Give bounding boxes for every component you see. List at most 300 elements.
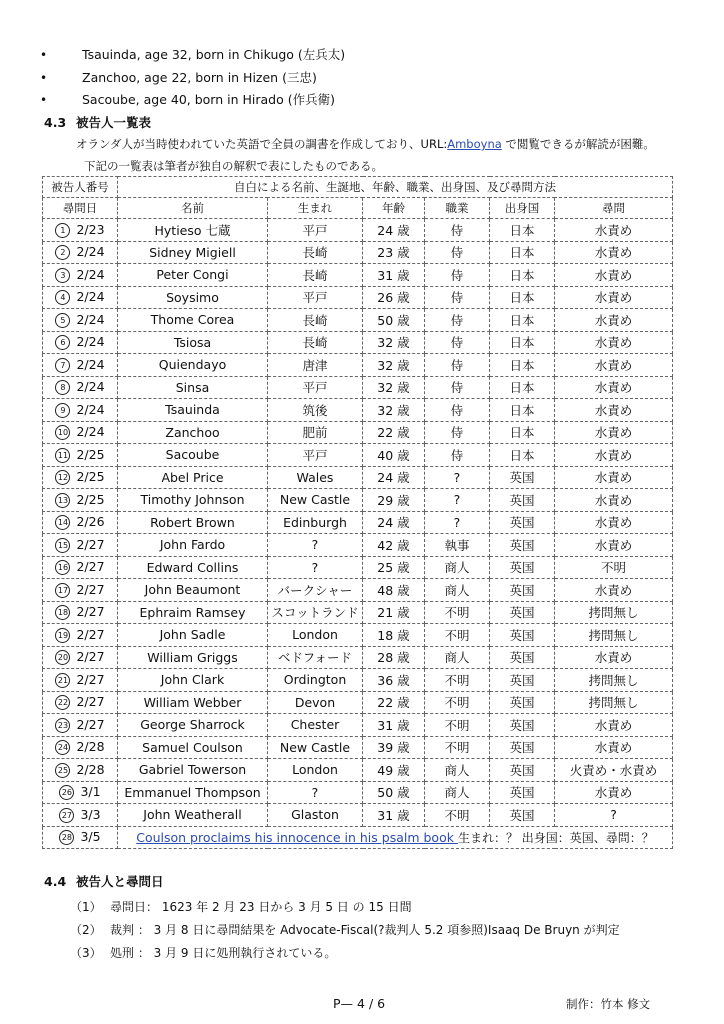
row-number-date — [43, 376, 118, 399]
row-country: 英国 — [490, 759, 555, 782]
row-method: 水責め — [555, 714, 673, 737]
row-name: John Fardo — [118, 534, 268, 557]
table-row — [43, 354, 673, 377]
row-job: 執事 — [425, 534, 490, 557]
table-row — [43, 376, 673, 399]
bullet-text: Sacoube, age 40, born in Hirado (作兵衛) — [82, 92, 335, 107]
row-job: 不明 — [425, 624, 490, 647]
row-date: 2/23 — [76, 221, 105, 237]
row-date: 2/24 — [76, 311, 105, 327]
row-name: John Beaumont — [118, 579, 268, 602]
row-name: John Clark — [118, 669, 268, 692]
row-country: 英国 — [490, 714, 555, 737]
header-date: 尋問日 — [43, 198, 118, 219]
row-born: London — [268, 759, 363, 782]
row-number: 25 — [55, 763, 70, 778]
row-number-date — [43, 511, 118, 534]
table-row — [43, 399, 673, 422]
section-title: 被告人一覧表 — [76, 115, 152, 130]
row-number: 20 — [55, 650, 70, 665]
row-born: 長崎 — [268, 331, 363, 354]
header-born: 生まれ — [268, 198, 363, 219]
intro-paragraph-2: 下記の一覧表は筆者が独自の解釈で表にしたものである。 — [84, 159, 383, 173]
row-job: 侍 — [425, 376, 490, 399]
row-method: 不明 — [555, 556, 673, 579]
row-born: New Castle — [268, 736, 363, 759]
row-country: 日本 — [490, 399, 555, 422]
row-method: 水責め — [555, 264, 673, 287]
row-method: 水責め — [555, 331, 673, 354]
row-number: 12 — [55, 470, 70, 485]
header-method: 尋問 — [555, 198, 673, 219]
row-born: 平戸 — [268, 219, 363, 242]
row-number: 4 — [55, 290, 70, 305]
row-age: 49 歳 — [363, 759, 425, 782]
row-name: Tsiosa — [118, 331, 268, 354]
row-country: 日本 — [490, 241, 555, 264]
row-number-date — [43, 264, 118, 287]
row-number: 27 — [59, 808, 74, 823]
row-job: ? — [425, 489, 490, 512]
row-number: 6 — [55, 335, 70, 350]
row-date: 2/27 — [76, 536, 105, 552]
row-born: ? — [268, 534, 363, 557]
row-country: 日本 — [490, 331, 555, 354]
row-method: 火責め・水責め — [555, 759, 673, 782]
row-country: 英国 — [490, 489, 555, 512]
row-number-date — [43, 579, 118, 602]
row-age: 31 歳 — [363, 804, 425, 827]
row-country: 日本 — [490, 376, 555, 399]
row-number: 9 — [55, 403, 70, 418]
table-header-row — [43, 177, 673, 198]
row-country: 日本 — [490, 444, 555, 467]
row-age: 42 歳 — [363, 534, 425, 557]
row-method: 水責め — [555, 534, 673, 557]
row-country: 日本 — [490, 421, 555, 444]
row-method: 水責め — [555, 354, 673, 377]
section-number: 4.3 — [44, 115, 67, 130]
row-job: 侍 — [425, 219, 490, 242]
row-name: Robert Brown — [118, 511, 268, 534]
table-row — [43, 714, 673, 737]
row-age: 40 歳 — [363, 444, 425, 467]
para-text-after: で閲覧できるが解読が困難。 — [501, 137, 655, 151]
row-date: 2/28 — [76, 761, 105, 777]
row-number: 14 — [55, 515, 70, 530]
row-born: 肥前 — [268, 421, 363, 444]
row-number: 17 — [55, 583, 70, 598]
table-row — [43, 421, 673, 444]
row-born: 平戸 — [268, 286, 363, 309]
row-number: 7 — [55, 358, 70, 373]
row-number-date — [43, 219, 118, 242]
table-row — [43, 646, 673, 669]
row-method: 水責め — [555, 781, 673, 804]
row-name: Emmanuel Thompson — [118, 781, 268, 804]
section-title: 被告人と尋問日 — [76, 874, 164, 889]
page-number: P— 4 / 6 — [333, 996, 386, 1011]
row-job: 不明 — [425, 804, 490, 827]
row-date: 3/5 — [80, 829, 101, 845]
table-subheader-row — [43, 198, 673, 219]
row-job: 商人 — [425, 646, 490, 669]
row-date: 2/24 — [76, 356, 105, 372]
row-job: 不明 — [425, 691, 490, 714]
row-number-date — [43, 691, 118, 714]
row-method: 水責め — [555, 466, 673, 489]
row-job: 侍 — [425, 286, 490, 309]
row-country: 英国 — [490, 781, 555, 804]
defendants-table — [42, 176, 673, 849]
list-item — [70, 921, 620, 938]
section-number: 4.4 — [44, 874, 67, 889]
row-method: 水責め — [555, 489, 673, 512]
row-date: 2/25 — [76, 491, 105, 507]
row-number: 23 — [55, 718, 70, 733]
row-name: Zanchoo — [118, 421, 268, 444]
table-row — [43, 759, 673, 782]
row-born: 平戸 — [268, 444, 363, 467]
row-number: 10 — [55, 425, 70, 440]
table-row-last — [43, 826, 673, 849]
row-date: 3/3 — [80, 806, 101, 822]
item-text: 裁判 ： 3 月 8 日に尋問結果を Advocate-Fiscal(?裁判人 5.2 項参照)Isaaq De Bruyn が判定 — [110, 923, 620, 937]
row-name: Gabriel Towerson — [118, 759, 268, 782]
row-age: 39 歳 — [363, 736, 425, 759]
row-age: 32 歳 — [363, 399, 425, 422]
row-born: New Castle — [268, 489, 363, 512]
row-country: 英国 — [490, 646, 555, 669]
row-born: Glaston — [268, 804, 363, 827]
row-method: 水責め — [555, 219, 673, 242]
row-number: 19 — [55, 628, 70, 643]
row-date: 2/24 — [76, 334, 105, 350]
row-number: 13 — [55, 493, 70, 508]
row-number-date — [43, 489, 118, 512]
header-name: 名前 — [118, 198, 268, 219]
row-name: Sacoube — [118, 444, 268, 467]
row-name: Sinsa — [118, 376, 268, 399]
row-date: 2/24 — [76, 424, 105, 440]
row-date: 2/27 — [76, 671, 105, 687]
table-row — [43, 804, 673, 827]
row-born: ? — [268, 556, 363, 579]
row-born: 長崎 — [268, 309, 363, 332]
row-number: 8 — [55, 380, 70, 395]
row-date: 2/25 — [76, 446, 105, 462]
row-born: スコットランド — [268, 601, 363, 624]
row-born: Edinburgh — [268, 511, 363, 534]
row-number-date — [43, 646, 118, 669]
row-number-date — [43, 309, 118, 332]
row-date: 2/24 — [76, 289, 105, 305]
row-country: 英国 — [490, 534, 555, 557]
table-row — [43, 241, 673, 264]
row-number-date — [43, 601, 118, 624]
table-row — [43, 331, 673, 354]
bullet-item — [40, 67, 345, 90]
row-date: 2/24 — [76, 379, 105, 395]
row-number-date — [43, 826, 118, 849]
section-heading-4-3 — [44, 113, 151, 131]
list-item — [70, 898, 412, 915]
table-row — [43, 466, 673, 489]
row-number: 15 — [55, 538, 70, 553]
row-method: 水責め — [555, 309, 673, 332]
row-number-date — [43, 804, 118, 827]
item-text: 処刑 ： 3 月 9 日に処刑執行されている。 — [110, 946, 337, 960]
row-country: 日本 — [490, 264, 555, 287]
row-name: Tsauinda — [118, 399, 268, 422]
table-row — [43, 489, 673, 512]
row-method: 水責め — [555, 376, 673, 399]
row-born: 唐津 — [268, 354, 363, 377]
table-row — [43, 624, 673, 647]
row-date: 2/27 — [76, 604, 105, 620]
row-age: 24 歳 — [363, 219, 425, 242]
table-row — [43, 691, 673, 714]
row-method: 拷問無し — [555, 601, 673, 624]
bullet-dot: • — [40, 48, 48, 62]
row-country: 英国 — [490, 804, 555, 827]
psalm-book-link[interactable]: Coulson proclaims his innocence in his psalm book — [136, 829, 458, 845]
row-date: 2/27 — [76, 716, 105, 732]
row-age: 24 歳 — [363, 466, 425, 489]
row-age: 50 歳 — [363, 781, 425, 804]
row-date: 2/26 — [76, 514, 105, 530]
row-country: 日本 — [490, 309, 555, 332]
row-age: 28 歳 — [363, 646, 425, 669]
row-number-date — [43, 714, 118, 737]
bullet-text: Tsauinda, age 32, born in Chikugo (左兵太) — [82, 47, 346, 62]
row-date: 3/1 — [80, 784, 101, 800]
row-name: Hytieso 七蔵 — [118, 219, 268, 242]
row-number: 3 — [55, 268, 70, 283]
row-method: 水責め — [555, 511, 673, 534]
table-row — [43, 309, 673, 332]
row-job: 侍 — [425, 309, 490, 332]
row-job: 不明 — [425, 601, 490, 624]
table-row — [43, 579, 673, 602]
row-born: London — [268, 624, 363, 647]
row-job: 侍 — [425, 331, 490, 354]
row-job: 不明 — [425, 714, 490, 737]
row-number-date — [43, 556, 118, 579]
header-confession-summary: 自白による名前、生誕地、年齢、職業、出身国、及び尋問方法 — [118, 177, 673, 198]
row-name: Soysimo — [118, 286, 268, 309]
row-country: 英国 — [490, 579, 555, 602]
row-name: George Sharrock — [118, 714, 268, 737]
row-age: 32 歳 — [363, 376, 425, 399]
row-number-date — [43, 331, 118, 354]
row-age: 48 歳 — [363, 579, 425, 602]
row-number: 16 — [55, 560, 70, 575]
row-number-date — [43, 759, 118, 782]
row-name: Sidney Migiell — [118, 241, 268, 264]
row-country: 英国 — [490, 624, 555, 647]
row-method: 水責め — [555, 579, 673, 602]
row-name: Thome Corea — [118, 309, 268, 332]
row-age: 24 歳 — [363, 511, 425, 534]
row-born: 長崎 — [268, 264, 363, 287]
row-age: 23 歳 — [363, 241, 425, 264]
row-name: Ephraim Ramsey — [118, 601, 268, 624]
table-row — [43, 264, 673, 287]
row-country: 英国 — [490, 556, 555, 579]
row-job: 不明 — [425, 736, 490, 759]
row-method: 拷問無し — [555, 691, 673, 714]
table-row — [43, 601, 673, 624]
row-date: 2/27 — [76, 581, 105, 597]
row-job: 不明 — [425, 669, 490, 692]
row-age: 26 歳 — [363, 286, 425, 309]
header-job: 職業 — [425, 198, 490, 219]
row-date: 2/28 — [76, 739, 105, 755]
row-number: 21 — [55, 673, 70, 688]
row-country: 英国 — [490, 466, 555, 489]
row-name: Timothy Johnson — [118, 489, 268, 512]
row-number-date — [43, 534, 118, 557]
table-row — [43, 736, 673, 759]
bullet-dot: • — [40, 93, 48, 107]
row-number: 1 — [55, 223, 70, 238]
intro-paragraph-1 — [76, 136, 655, 152]
bullet-dot: • — [40, 70, 48, 85]
row-method: 水責め — [555, 286, 673, 309]
row-job: 商人 — [425, 556, 490, 579]
row-name: John Weatherall — [118, 804, 268, 827]
row-name: John Sadle — [118, 624, 268, 647]
row-date: 2/24 — [76, 244, 105, 260]
row-country: 英国 — [490, 511, 555, 534]
row-country: 日本 — [490, 354, 555, 377]
row-age: 31 歳 — [363, 264, 425, 287]
row-number: 11 — [55, 448, 70, 463]
row-number: 2 — [55, 245, 70, 260]
row-job: 侍 — [425, 354, 490, 377]
bullet-item — [40, 44, 345, 67]
row-name: Edward Collins — [118, 556, 268, 579]
row-born: 平戸 — [268, 376, 363, 399]
table-row — [43, 534, 673, 557]
row-number: 24 — [55, 740, 70, 755]
row-method: 水責め — [555, 444, 673, 467]
row-date: 2/27 — [76, 626, 105, 642]
row-date: 2/27 — [76, 649, 105, 665]
table-row — [43, 219, 673, 242]
table-row — [43, 511, 673, 534]
row-born: Ordington — [268, 669, 363, 692]
row-name: Peter Congi — [118, 264, 268, 287]
row-note-text: 生まれ：？ 出身国：英国、尋問：？ — [457, 830, 654, 845]
row-note — [118, 826, 673, 849]
row-country: 英国 — [490, 601, 555, 624]
row-born: Chester — [268, 714, 363, 737]
bullet-item — [40, 89, 345, 112]
table-row — [43, 669, 673, 692]
row-number-date — [43, 399, 118, 422]
row-job: 侍 — [425, 264, 490, 287]
row-age: 36 歳 — [363, 669, 425, 692]
para-text: オランダ人が当時使われていた英語で全員の調書を作成しており、URL: — [76, 137, 448, 151]
item-index: （2） — [70, 923, 102, 937]
row-age: 31 歳 — [363, 714, 425, 737]
row-method: 水責め — [555, 241, 673, 264]
row-age: 22 歳 — [363, 691, 425, 714]
row-age: 21 歳 — [363, 601, 425, 624]
author-credit: 制作：竹本 修文 — [566, 997, 651, 1011]
row-number-date — [43, 421, 118, 444]
row-number-date — [43, 354, 118, 377]
row-number-date — [43, 444, 118, 467]
row-date: 2/25 — [76, 469, 105, 485]
row-name: Quiendayo — [118, 354, 268, 377]
row-method: ? — [555, 804, 673, 827]
row-method: 拷問無し — [555, 669, 673, 692]
row-born: ベドフォード — [268, 646, 363, 669]
amboyna-link[interactable]: Amboyna — [447, 137, 502, 151]
list-item — [70, 944, 336, 961]
row-date: 2/24 — [76, 266, 105, 282]
row-born: 筑後 — [268, 399, 363, 422]
row-age: 18 歳 — [363, 624, 425, 647]
row-job: 商人 — [425, 579, 490, 602]
row-method: 水責め — [555, 646, 673, 669]
row-age: 25 歳 — [363, 556, 425, 579]
row-name: William Griggs — [118, 646, 268, 669]
row-job: 侍 — [425, 421, 490, 444]
row-age: 29 歳 — [363, 489, 425, 512]
row-country: 英国 — [490, 669, 555, 692]
bullet-list — [40, 44, 345, 112]
row-job: 侍 — [425, 444, 490, 467]
row-number-date — [43, 466, 118, 489]
row-number-date — [43, 241, 118, 264]
header-country: 出身国 — [490, 198, 555, 219]
row-born: バークシャー — [268, 579, 363, 602]
row-age: 50 歳 — [363, 309, 425, 332]
row-country: 日本 — [490, 286, 555, 309]
row-born: Devon — [268, 691, 363, 714]
item-index: （1） — [70, 900, 102, 914]
header-age: 年齢 — [363, 198, 425, 219]
row-born: Wales — [268, 466, 363, 489]
row-number: 5 — [55, 313, 70, 328]
row-method: 水責め — [555, 421, 673, 444]
table-row — [43, 556, 673, 579]
row-date: 2/27 — [76, 694, 105, 710]
row-name: Abel Price — [118, 466, 268, 489]
row-job: 侍 — [425, 399, 490, 422]
row-number-date — [43, 781, 118, 804]
row-name: Samuel Coulson — [118, 736, 268, 759]
table-row — [43, 781, 673, 804]
row-age: 32 歳 — [363, 354, 425, 377]
row-country: 英国 — [490, 691, 555, 714]
header-defendant-number: 被告人番号 — [43, 177, 118, 198]
row-method: 拷問無し — [555, 624, 673, 647]
row-method: 水責め — [555, 736, 673, 759]
row-number: 26 — [59, 785, 74, 800]
row-number-date — [43, 624, 118, 647]
row-job: 商人 — [425, 759, 490, 782]
row-country: 英国 — [490, 736, 555, 759]
row-job: ? — [425, 511, 490, 534]
row-name: William Webber — [118, 691, 268, 714]
row-number: 22 — [55, 695, 70, 710]
table-row — [43, 444, 673, 467]
